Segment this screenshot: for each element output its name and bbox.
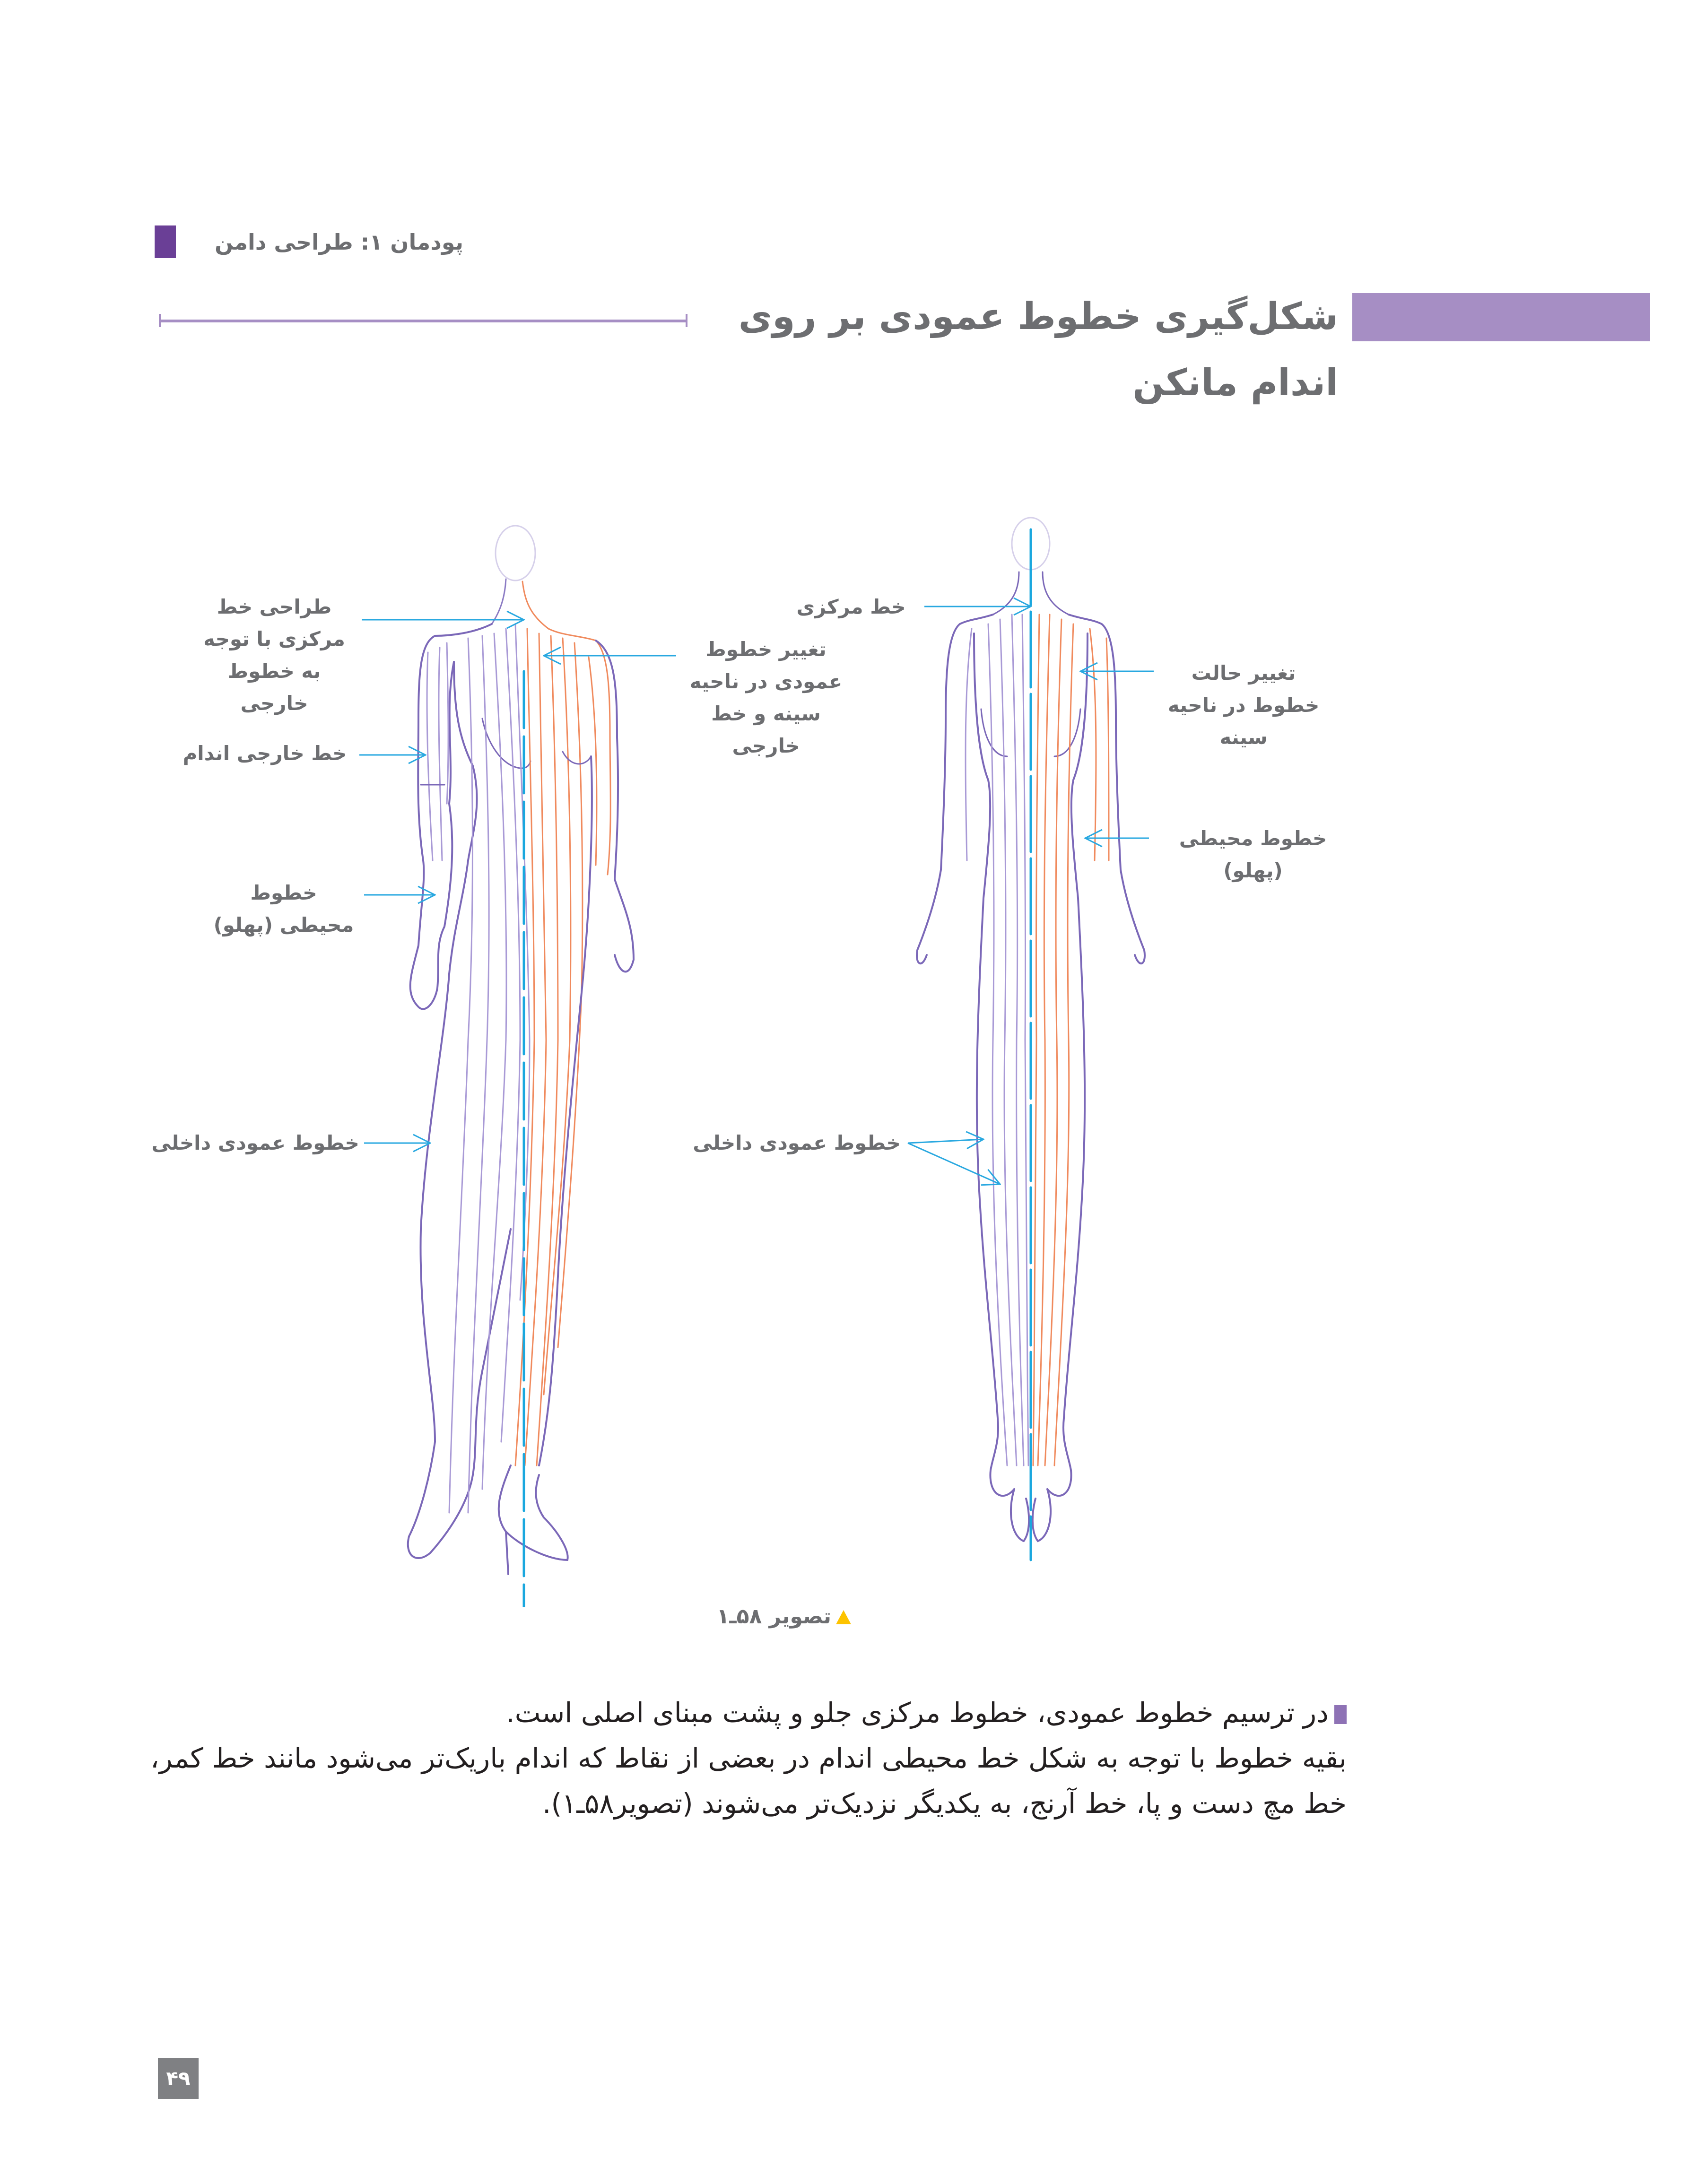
callout-center-line-design: طراحی خط مرکزی با توجه به خطوط خارجی <box>203 595 345 715</box>
title-rule-cap-left <box>159 314 161 327</box>
bullet-square-icon <box>1334 1705 1347 1724</box>
body-text <box>150 1690 1347 1826</box>
callout-body-outline: خط خارجی اندام <box>183 742 347 765</box>
right-mannequin <box>917 518 1145 1560</box>
section-title-bar <box>1352 293 1650 341</box>
callout-side-lines-right: خطوط محیطی (پهلو) <box>1179 827 1327 882</box>
callout-bust-state-change: تغییر حالت خطوط در ناحیه سینه <box>1167 661 1320 749</box>
mannequin-figure <box>142 473 1371 1607</box>
chapter-label: پودمان ۱: طراحی دامن <box>215 229 463 255</box>
page-number: ۴۹ <box>158 2058 199 2099</box>
title-rule-cap-right <box>686 314 687 327</box>
caption-text: تصویر ۵۸ـ۱ <box>716 1604 831 1629</box>
title-rule <box>160 320 687 322</box>
callout-center-line: خط مرکزی <box>796 595 906 618</box>
paragraph-1-text: در ترسیم خطوط عمودی، خطوط مرکزی جلو و پشت مبنای اصلی است. <box>506 1697 1329 1729</box>
callout-bust-change: تغییر خطوط عمودی در ناحیه سینه و خط خارجی <box>689 638 843 757</box>
callout-side-lines-left: خطوط محیطی (پهلو) <box>213 881 354 936</box>
chapter-marker <box>155 225 176 258</box>
paragraph-1 <box>150 1690 1347 1735</box>
paragraph-2: بقیه خطوط با توجه به شکل خط محیطی اندام در بعضی از نقاط که اندام باریک‌تر می‌شود مانند خط کمر، خط مچ دست و پا، خط آرنج، به یکدیگر نزدیک‌تر می‌شوند (تصویر۵۸ـ۱). <box>150 1742 1347 1820</box>
callout-inner-vertical-lines-left: خطوط عمودی داخلی <box>151 1131 359 1154</box>
caption-triangle-icon <box>836 1610 851 1624</box>
section-title: شکل‌گیری خطوط عمودی بر روی اندام مانکن <box>738 295 1338 404</box>
left-mannequin <box>408 526 634 1607</box>
callout-inner-vertical-lines-right: خطوط عمودی داخلی <box>693 1131 901 1154</box>
figure-caption <box>653 1600 851 1633</box>
